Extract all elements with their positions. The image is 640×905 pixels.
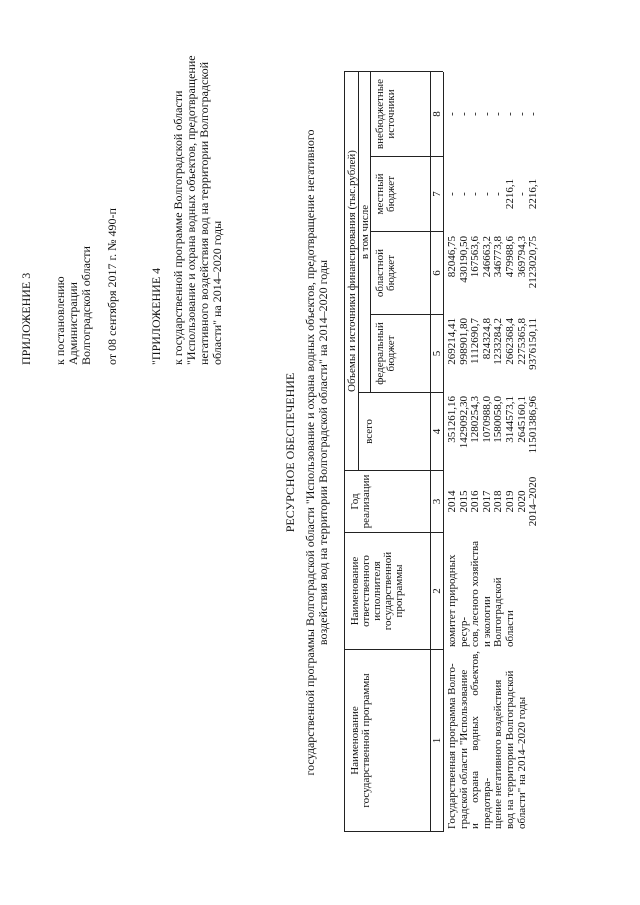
annex-line-1: к постановлению (53, 276, 67, 365)
year-column (447, 471, 540, 532)
heading-line-1: государственной программы Волгоградской области "Использование и охрана водных объектов, предотвращение негативного (303, 129, 317, 776)
year-cell: 2019 (503, 490, 516, 513)
local-cell: - (446, 192, 458, 196)
annex-title: ПРИЛОЖЕНИЕ 3 (19, 272, 33, 365)
annex-line-2: Администрации (66, 282, 80, 365)
heading-title: РЕСУРСНОЕ ОБЕСПЕЧЕНИЕ (283, 372, 297, 533)
extra-cell: - (527, 112, 540, 116)
col-number: 4 (431, 428, 443, 435)
federal-cell: 1233284,2 (492, 318, 505, 365)
annex4-line: области" на 2014–2020 годы (210, 220, 224, 365)
col-number: 2 (431, 588, 443, 594)
header-regional: областной бюджет (374, 248, 397, 298)
total-cell: 1070988,0 (480, 396, 493, 443)
col-number: 7 (431, 191, 443, 197)
col-number: 5 (431, 350, 443, 357)
total-cell: 351261,16 (446, 396, 458, 443)
heading-line-2: воздействия вод на территории Волгоградской области" на 2014–2020 годы (316, 259, 330, 646)
local-cell: - (457, 192, 470, 196)
year-cell: 2018 (492, 490, 505, 513)
annex4-line: "Использование и охрана водных объектов, предотвращение (184, 55, 198, 365)
header-total: всего (363, 419, 375, 444)
total-cell: 1429092,30 (457, 396, 470, 449)
year-cell: 2014–2020 (527, 476, 540, 527)
federal-cell: 824324,8 (480, 318, 493, 360)
federal-column (447, 318, 540, 392)
annex4-line: негативного воздействия вод на территории Волгоградской (197, 62, 211, 365)
local-cell: - (480, 192, 493, 196)
col-number: 3 (431, 498, 443, 505)
total-cell: 1280254,3 (469, 396, 482, 443)
federal-cell: 269214,41 (446, 318, 458, 365)
federal-cell: 2662368,4 (503, 318, 516, 365)
annex4-title: "ПРИЛОЖЕНИЕ 4 (149, 267, 163, 365)
federal-cell: 1112690,7 (469, 318, 482, 364)
regional-cell: 246663,2 (480, 236, 493, 278)
local-cell: 2216,1 (527, 178, 540, 210)
local-cell: 2216,1 (503, 178, 516, 210)
extra-cell: - (492, 112, 505, 116)
header-executor: Наименование ответственного исполнителя государственной программы (349, 551, 405, 631)
regional-cell: 2123020,75 (527, 236, 540, 289)
executor-name-cell: комитет природных ресур- сов, лесного хозяйства и экологии Волгоградской области (446, 541, 516, 647)
extra-cell: - (457, 112, 470, 116)
header-federal: федеральный бюджет (374, 322, 397, 385)
extra-cell: - (515, 112, 528, 116)
regional-column (447, 236, 540, 314)
local-column (447, 157, 540, 231)
regional-cell: 82046,75 (446, 236, 458, 278)
year-cell: 2017 (480, 490, 493, 513)
header-extra: внебюджетные источники (374, 78, 397, 150)
extra-column (447, 72, 540, 156)
federal-cell: 998901,80 (457, 318, 470, 365)
header-year: Год реализации (349, 474, 372, 529)
header-program: Наименование государственной программы (349, 673, 372, 808)
year-cell: 2014 (446, 490, 458, 513)
program-name-cell: Государственная программа Волго- градской области "Использование и охрана водных объектов, предотвра- щение негативного воздействия вод на территории Волгоградской области" на 2014–2020 годы (446, 651, 528, 829)
total-column (447, 396, 540, 470)
col-number: 1 (431, 737, 443, 744)
regional-cell: 346773,8 (492, 236, 505, 278)
annex-date-line: от 08 сентября 2017 г. № 490-п (105, 208, 119, 365)
regional-cell: 479988,6 (503, 236, 516, 278)
total-cell: 3144573,1 (503, 396, 516, 443)
extra-cell: - (480, 112, 493, 116)
col-number: 8 (431, 111, 443, 117)
federal-cell: 2275365,8 (515, 318, 528, 365)
annex-line-3: Волгоградской области (79, 246, 93, 365)
year-cell: 2016 (469, 490, 482, 513)
year-cell: 2020 (515, 490, 528, 513)
annex4-line: к государственной программе Волгоградской области (171, 90, 185, 365)
federal-cell: 9376150,11 (527, 318, 540, 370)
total-cell: 1580058,0 (492, 396, 505, 443)
total-cell: 2645160,1 (515, 396, 528, 443)
extra-cell: - (469, 112, 482, 116)
extra-cell: - (446, 112, 458, 116)
total-cell: 11501386,96 (527, 396, 540, 454)
regional-cell: 167563,6 (469, 236, 482, 278)
col-number: 6 (431, 270, 443, 276)
regional-cell: 430190,50 (457, 236, 470, 283)
regional-cell: 369794,3 (515, 236, 528, 278)
extra-cell: - (503, 112, 516, 116)
local-cell: - (492, 192, 505, 196)
header-local: местный бюджет (374, 173, 397, 215)
local-cell: - (469, 192, 482, 196)
header-including: в том числе (359, 204, 371, 260)
header-volumes: Объемы и источники финансирования (тыс.рублей) (346, 150, 358, 392)
year-cell: 2015 (457, 490, 470, 513)
local-cell: - (515, 192, 528, 196)
